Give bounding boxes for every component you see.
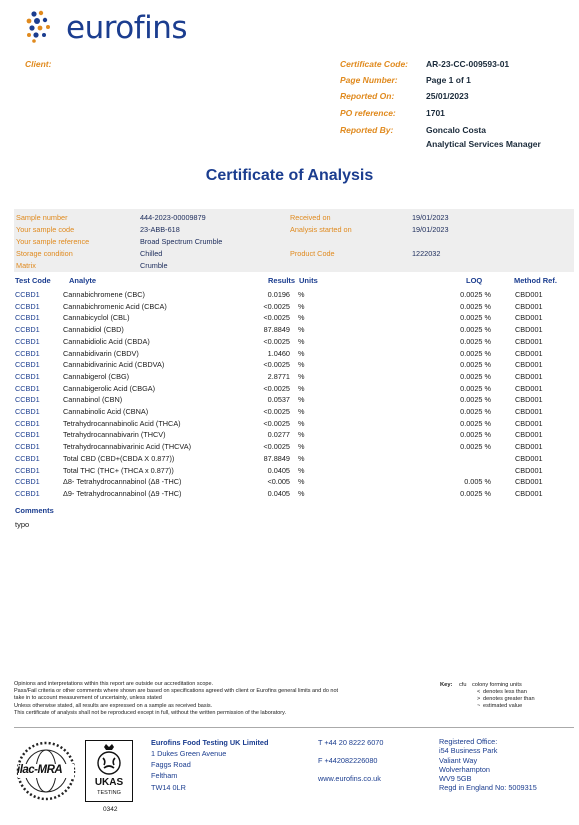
key-desc: denotes less than bbox=[483, 689, 527, 695]
key-desc: colony forming units bbox=[472, 682, 522, 688]
table-row bbox=[0, 360, 579, 372]
cell-loq: 0.0025 % bbox=[460, 383, 491, 393]
table-row bbox=[0, 384, 579, 396]
your-sample-reference-value: Broad Spectrum Crumble bbox=[140, 237, 223, 246]
cell-loq: 0.0025 % bbox=[460, 348, 491, 358]
registered-line: Wolverhampton bbox=[439, 764, 490, 774]
cell-test-code: CCBD1 bbox=[15, 313, 40, 323]
eurofins-dots-icon bbox=[25, 10, 65, 44]
footer-company: Eurofins Food Testing UK Limited bbox=[151, 738, 269, 747]
address-line: Feltham bbox=[151, 771, 178, 781]
analysis-started-label: Analysis started on bbox=[290, 225, 352, 234]
cell-result: 1.0460 bbox=[267, 348, 290, 358]
crown-tick-icon bbox=[86, 743, 132, 777]
cell-analyte: Cannabigerol (CBG) bbox=[63, 371, 130, 381]
cell-method: CBD001 bbox=[515, 453, 543, 463]
reported-by-role: Analytical Services Manager bbox=[426, 139, 541, 149]
cell-loq: 0.0025 % bbox=[460, 313, 491, 323]
table-row bbox=[0, 454, 579, 466]
key-label: Key: bbox=[440, 682, 453, 688]
eurofins-logo bbox=[25, 10, 188, 46]
cell-unit: % bbox=[298, 301, 305, 311]
cell-result: <0.0025 bbox=[263, 383, 290, 393]
cell-analyte: Cannabinol (CBN) bbox=[63, 395, 123, 405]
cell-unit: % bbox=[298, 348, 305, 358]
cell-test-code: CCBD1 bbox=[15, 442, 40, 452]
col-test-code: Test Code bbox=[15, 276, 51, 285]
cell-unit: % bbox=[298, 360, 305, 370]
product-code-label: Product Code bbox=[290, 249, 335, 258]
cell-result: <0.0025 bbox=[263, 313, 290, 323]
footer-tel: T +44 20 8222 6070 bbox=[318, 738, 384, 747]
cell-loq: 0.0025 % bbox=[460, 336, 491, 346]
storage-condition-label: Storage condition bbox=[16, 249, 73, 258]
ilac-mra-logo bbox=[15, 740, 77, 802]
cell-method: CBD001 bbox=[515, 313, 543, 323]
address-line: TW14 0LR bbox=[151, 782, 186, 792]
key-symbol: < bbox=[477, 689, 481, 695]
cell-analyte: Cannabidivarinic Acid (CBDVA) bbox=[63, 360, 165, 370]
disclaimer bbox=[14, 681, 434, 717]
cell-unit: % bbox=[298, 313, 305, 323]
col-loq: LOQ bbox=[466, 276, 483, 285]
storage-condition-value: Chilled bbox=[140, 249, 163, 258]
cell-test-code: CCBD1 bbox=[15, 336, 40, 346]
col-analyte: Analyte bbox=[69, 276, 97, 285]
cell-method: CBD001 bbox=[515, 301, 543, 311]
cell-test-code: CCBD1 bbox=[15, 430, 40, 440]
cell-analyte: Cannabidiolic Acid (CBDA) bbox=[63, 336, 150, 346]
cell-test-code: CCBD1 bbox=[15, 290, 40, 299]
cell-test-code: CCBD1 bbox=[15, 383, 40, 393]
table-row bbox=[0, 489, 579, 501]
cell-analyte: Tetrahydrocannabivarinic Acid (THCVA) bbox=[63, 442, 192, 452]
cell-unit: % bbox=[298, 453, 305, 463]
matrix-value: Crumble bbox=[140, 261, 168, 270]
cell-analyte: Cannabinolic Acid (CBNA) bbox=[63, 407, 149, 416]
col-results: Results bbox=[268, 276, 296, 285]
table-row bbox=[0, 313, 579, 325]
page-number-label: Page Number: bbox=[340, 75, 398, 85]
received-on-label: Received on bbox=[290, 213, 331, 222]
footer-address bbox=[151, 748, 226, 793]
po-reference-value: 1701 bbox=[426, 108, 445, 118]
cell-unit: % bbox=[298, 418, 305, 428]
cell-loq: 0.0025 % bbox=[460, 407, 491, 416]
cell-loq: 0.0025 % bbox=[460, 371, 491, 381]
cell-analyte: Δ9- Tetrahydrocannabinol (Δ9 -THC) bbox=[63, 488, 182, 498]
address-line: Faggs Road bbox=[151, 760, 191, 770]
cell-unit: % bbox=[298, 465, 305, 475]
received-on-value: 19/01/2023 bbox=[412, 213, 449, 222]
cell-test-code: CCBD1 bbox=[15, 371, 40, 381]
registered-line: Registered Office: bbox=[439, 737, 498, 746]
comments-heading: Comments bbox=[15, 506, 54, 515]
cell-analyte: Cannabichromene (CBC) bbox=[63, 290, 145, 299]
cell-analyte: Tetrahydrocannabinolic Acid (THCA) bbox=[63, 418, 181, 428]
cell-loq: 0.0025 % bbox=[460, 442, 491, 452]
cell-result: 0.0537 bbox=[267, 395, 290, 405]
cell-unit: % bbox=[298, 395, 305, 405]
cell-test-code: CCBD1 bbox=[15, 325, 40, 335]
cell-result: 0.0405 bbox=[267, 488, 290, 498]
brand-name: eurofins bbox=[66, 10, 188, 46]
footer-divider bbox=[14, 727, 574, 728]
disclaimer-line: take in to account measurement of uncertainty, unless stated bbox=[14, 695, 162, 702]
cell-result: <0.0025 bbox=[263, 301, 290, 311]
table-row bbox=[0, 349, 579, 361]
table-row bbox=[0, 477, 579, 489]
registered-line: Regd in England No: 5009315 bbox=[439, 783, 537, 793]
disclaimer-line: This certificate of analysis shall not be reproduced except in full, without the written permission of the laboratory. bbox=[14, 709, 286, 716]
cell-result: 2.8771 bbox=[267, 371, 290, 381]
cell-loq: 0.0025 % bbox=[460, 488, 491, 498]
table-row bbox=[0, 302, 579, 314]
disclaimer-line: Unless otherwise stated, all results are expressed on a sample as received basis. bbox=[14, 702, 213, 709]
cell-method: CBD001 bbox=[515, 395, 543, 405]
table-row bbox=[0, 325, 579, 337]
po-reference-label: PO reference: bbox=[340, 108, 396, 118]
table-row bbox=[0, 466, 579, 478]
col-method: Method Ref. bbox=[514, 276, 557, 285]
footer-registered bbox=[439, 737, 537, 793]
cell-test-code: CCBD1 bbox=[15, 360, 40, 370]
footer-web[interactable]: www.eurofins.co.uk bbox=[318, 774, 381, 783]
cell-analyte: Cannabigerolic Acid (CBGA) bbox=[63, 383, 156, 393]
cell-loq: 0.005 % bbox=[464, 477, 491, 487]
cell-unit: % bbox=[298, 371, 305, 381]
certificate-code-value: AR-23-CC-009593-01 bbox=[426, 59, 510, 69]
cell-result: 87.8849 bbox=[263, 325, 290, 335]
address-line: 1 Dukes Green Avenue bbox=[151, 749, 227, 758]
cell-loq: 0.0025 % bbox=[460, 360, 491, 370]
cell-unit: % bbox=[298, 477, 305, 487]
page-number-value: Page 1 of 1 bbox=[426, 75, 471, 85]
cell-analyte: Cannabidivarin (CBDV) bbox=[63, 348, 139, 358]
your-sample-code-value: 23-ABB-618 bbox=[140, 225, 180, 234]
reported-on-label: Reported On: bbox=[340, 91, 395, 101]
cell-unit: % bbox=[298, 290, 305, 299]
cell-unit: % bbox=[298, 407, 305, 416]
analysis-started-value: 19/01/2023 bbox=[412, 225, 449, 234]
sample-number-value: 444-2023-00009879 bbox=[140, 213, 206, 222]
cell-unit: % bbox=[298, 325, 305, 335]
cell-result: 0.0277 bbox=[267, 430, 290, 440]
cell-method: CBD001 bbox=[515, 336, 543, 346]
cell-result: <0.0025 bbox=[263, 407, 290, 416]
table-row bbox=[0, 337, 579, 349]
cell-result: <0.0025 bbox=[263, 418, 290, 428]
cell-loq: 0.0025 % bbox=[460, 395, 491, 405]
key-desc: estimated value bbox=[483, 703, 523, 709]
cell-analyte: Cannabichromenic Acid (CBCA) bbox=[63, 301, 167, 311]
cell-test-code: CCBD1 bbox=[15, 407, 40, 416]
table-row bbox=[0, 442, 579, 454]
cell-test-code: CCBD1 bbox=[15, 418, 40, 428]
cell-method: CBD001 bbox=[515, 442, 543, 452]
cell-method: CBD001 bbox=[515, 360, 543, 370]
cell-method: CBD001 bbox=[515, 488, 543, 498]
cell-result: <0.0025 bbox=[263, 360, 290, 370]
table-row bbox=[0, 372, 579, 384]
cell-method: CBD001 bbox=[515, 290, 543, 299]
ukas-logo bbox=[85, 740, 133, 802]
key-symbol: ~ bbox=[477, 703, 481, 709]
cell-analyte: Total THC (THC+ (THCA x 0.877)) bbox=[63, 465, 174, 475]
footer-fax: F +442082226080 bbox=[318, 756, 378, 765]
cell-method: CBD001 bbox=[515, 325, 543, 335]
ukas-sub: TESTING bbox=[97, 790, 121, 796]
reported-by-name: Goncalo Costa bbox=[426, 125, 486, 135]
cell-test-code: CCBD1 bbox=[15, 395, 40, 405]
cell-method: CBD001 bbox=[515, 430, 543, 440]
cell-method: CBD001 bbox=[515, 383, 543, 393]
table-row bbox=[0, 407, 579, 419]
cell-method: CBD001 bbox=[515, 477, 543, 487]
cell-result: 87.8849 bbox=[263, 453, 290, 463]
disclaimer-line: Pass/Fail criteria or other comments where shown are based on specifications agreed with client or Eurofins general limits and do not bbox=[14, 688, 339, 695]
cell-analyte: Cannabidiol (CBD) bbox=[63, 325, 124, 335]
cell-unit: % bbox=[298, 430, 305, 440]
cell-method: CBD001 bbox=[515, 418, 543, 428]
table-row bbox=[0, 395, 579, 407]
key-desc: denotes greater than bbox=[483, 696, 535, 702]
matrix-label: Matrix bbox=[16, 261, 36, 270]
client-label: Client: bbox=[25, 59, 52, 69]
cell-test-code: CCBD1 bbox=[15, 488, 40, 498]
cell-test-code: CCBD1 bbox=[15, 453, 40, 463]
ukas-text: UKAS bbox=[94, 777, 124, 788]
cell-method: CBD001 bbox=[515, 348, 543, 358]
reported-on-value: 25/01/2023 bbox=[426, 91, 469, 101]
cell-analyte: Cannabicyclol (CBL) bbox=[63, 313, 130, 323]
sample-number-label: Sample number bbox=[16, 213, 68, 222]
cell-loq: 0.0025 % bbox=[460, 325, 491, 335]
cell-test-code: CCBD1 bbox=[15, 477, 40, 487]
cell-test-code: CCBD1 bbox=[15, 301, 40, 311]
cell-analyte: Tetrahydrocannabivarin (THCV) bbox=[63, 430, 166, 440]
your-sample-code-label: Your sample code bbox=[16, 225, 75, 234]
ilac-text: ilac-MRA bbox=[17, 764, 63, 776]
table-row bbox=[0, 430, 579, 442]
page-title: Certificate of Analysis bbox=[205, 167, 374, 184]
product-code-value: 1222032 bbox=[412, 249, 441, 258]
cell-result: <0.0025 bbox=[263, 442, 290, 452]
cell-loq: 0.0025 % bbox=[460, 418, 491, 428]
cell-result: <0.0025 bbox=[263, 336, 290, 346]
registered-line: Valiant Way bbox=[439, 755, 478, 765]
cell-analyte: Δ8- Tetrahydrocannabinol (Δ8 -THC) bbox=[63, 477, 182, 487]
table-row bbox=[0, 290, 579, 302]
col-units: Units bbox=[299, 276, 318, 285]
cell-unit: % bbox=[298, 383, 305, 393]
registered-line: i54 Business Park bbox=[439, 746, 498, 756]
cell-method: CBD001 bbox=[515, 465, 543, 475]
reported-by-label: Reported By: bbox=[340, 125, 394, 135]
ukas-number: 0342 bbox=[103, 806, 118, 813]
cell-method: CBD001 bbox=[515, 407, 543, 416]
cell-loq: 0.0025 % bbox=[460, 301, 491, 311]
cell-method: CBD001 bbox=[515, 371, 543, 381]
key-symbol: cfu bbox=[459, 682, 467, 688]
cell-unit: % bbox=[298, 488, 305, 498]
cell-result: 0.0405 bbox=[267, 465, 290, 475]
certificate-code-label: Certificate Code: bbox=[340, 59, 409, 69]
your-sample-reference-label: Your sample reference bbox=[16, 237, 90, 246]
registered-line: WV9 5GB bbox=[439, 774, 472, 784]
cell-test-code: CCBD1 bbox=[15, 465, 40, 475]
cell-loq: 0.0025 % bbox=[460, 290, 491, 299]
key-symbol: > bbox=[477, 696, 481, 702]
cell-result: 0.0196 bbox=[267, 290, 290, 299]
cell-test-code: CCBD1 bbox=[15, 348, 40, 358]
cell-unit: % bbox=[298, 336, 305, 346]
disclaimer-line: Opinions and interpretations within this report are outside our accreditation scope. bbox=[14, 681, 214, 687]
cell-result: <0.005 bbox=[267, 477, 290, 487]
cell-unit: % bbox=[298, 442, 305, 452]
comments-text: typo bbox=[15, 520, 30, 529]
table-row bbox=[0, 419, 579, 431]
cell-loq: 0.0025 % bbox=[460, 430, 491, 440]
sample-info-box bbox=[14, 209, 574, 272]
cell-analyte: Total CBD (CBD+(CBDA X 0.877)) bbox=[63, 453, 175, 463]
